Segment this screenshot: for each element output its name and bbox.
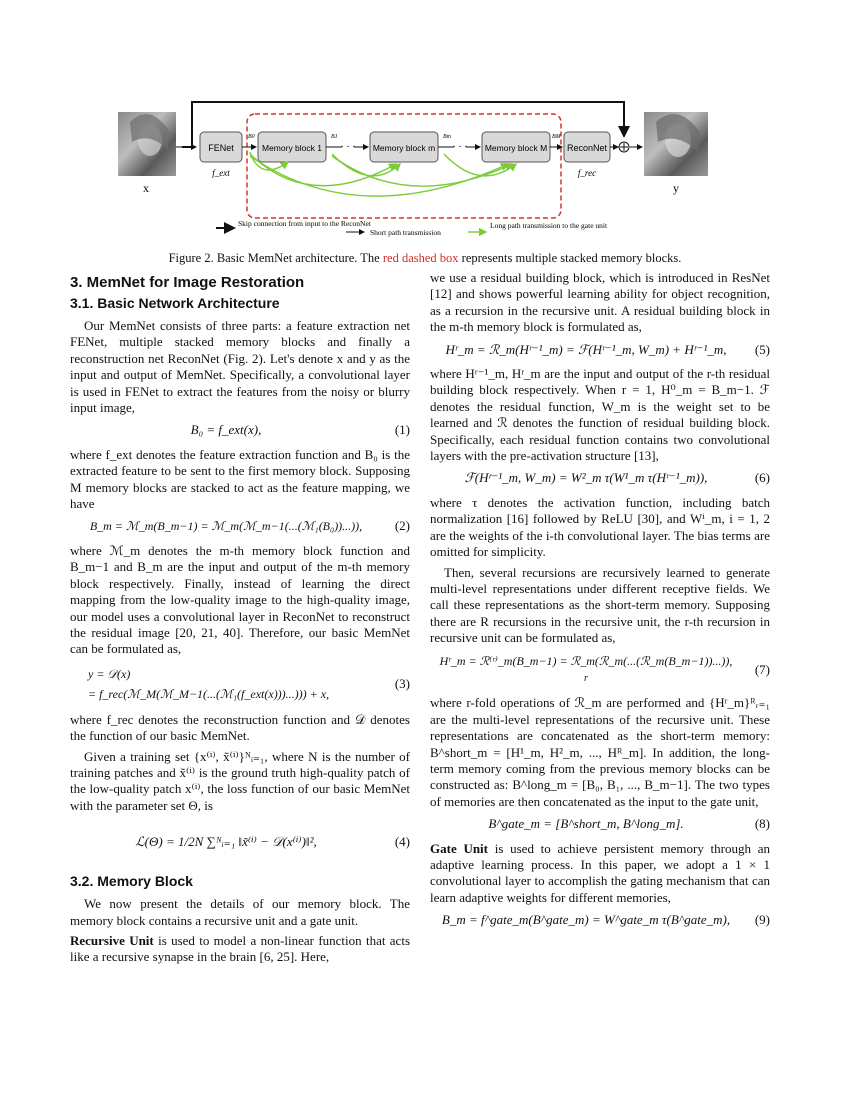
subsection-heading-2: 3.2. Memory Block	[70, 873, 193, 890]
ellipsis-1: · · ·	[340, 142, 356, 153]
subsection-heading-1: 3.1. Basic Network Architecture	[70, 295, 280, 311]
equation-8: B^gate_m = [B^short_m, B^long_m]. (8)	[488, 816, 770, 832]
ellipsis-2: · · ·	[452, 142, 468, 153]
equation-1: B₀ = f_ext(x), (1)	[190, 422, 410, 438]
legend-short: Short path transmission	[370, 228, 441, 237]
memory-block-M	[482, 132, 550, 162]
equation-2: B_m = ℳ_m(B_m−1) = ℳ_m(ℳ_m−1(...(ℳ₁(B₀))...)), (2)	[89, 518, 410, 534]
paragraph: We now present the details of our memory block. The memory block contains a recursive unit and a gate unit.	[70, 896, 410, 928]
equation-3: y = 𝒟(x) = f_rec(ℳ_M(ℳ_M−1(...(ℳ₁(f_ext(x)))...))) + x, (3)	[88, 666, 410, 701]
figure-caption: Figure 2. Basic MemNet architecture. The red dashed box represents multiple stacked memory blocks.	[168, 251, 682, 265]
caption-red-text: red dashed box	[382, 251, 459, 265]
bM-label: BM	[552, 134, 561, 140]
svg-text:Memory block 1: Memory block 1	[262, 143, 322, 153]
paragraph: Then, several recursions are recursively learned to generate multi-level representations under different receptive fields. We call these representations as the short-term memory. Supposing there are R recursions in the recursive unit, the r-th recursion in recursive unit can be formulated as,	[430, 564, 770, 646]
equation-9: B_m = f^gate_m(B^gate_m) = W^gate_m τ(B^gate_m), (9)	[441, 912, 770, 928]
svg-text:ReconNet: ReconNet	[566, 143, 608, 153]
paragraph: where ℳ_m denotes the m-th memory block function and B_m−1 and B_m are the input and output of the m-th memory block respectively. Finally, instead of learning the direct mapping from the low-quality image to the high-quality image, our model uses a convolutional layer in ReconNet to reconstruct the residual image [20, 21, 40]. Therefore, our basic MemNet can be formulated as,	[70, 542, 410, 657]
svg-text:Memory block m: Memory block m	[372, 143, 436, 153]
output-image	[644, 112, 708, 176]
paragraph: Given a training set {x⁽ⁱ⁾, x̃⁽ⁱ⁾}ᴺᵢ₌₁, where N is the number of training patches and x̃⁽ⁱ⁾ is the ground truth high-quality patch of the low-quality patch x⁽ⁱ⁾, the loss function of our basic MemNet with the parameter set Θ, is	[70, 748, 410, 813]
paragraph: Gate Unit is used to achieve persistent memory through an adaptive learning process. In this paper, we adopt a 1 × 1 convolutional layer to accomplish the gating mechanism that can learn adaptive weights for different memories,	[430, 840, 770, 905]
output-label: y	[673, 181, 679, 195]
left-column	[70, 270, 410, 970]
legend-skip: Skip connection from input to the ReconNet	[238, 219, 371, 228]
memory-block-1	[258, 132, 326, 162]
fenet-block	[200, 132, 242, 162]
paragraph: where τ denotes the activation function, including batch normalization [16] followed by ReLU [30], and Wⁱ_m, i = 1, 2 are the weights of the i-th convolutional layer. The bias terms are omitted for simplicity.	[430, 494, 770, 560]
b0-label: B0	[248, 134, 255, 140]
svg-text:Memory block M: Memory block M	[484, 143, 548, 153]
input-image	[118, 112, 176, 176]
equation-6: ℱ(Hʳ⁻¹_m, W_m) = W²_m τ(W¹_m τ(Hʳ⁻¹_m)), (6)	[464, 470, 770, 486]
paragraph: where f_rec denotes the reconstruction function and 𝒟 denotes the function of our basic MemNet.	[70, 711, 410, 744]
paragraph: where r-fold operations of ℛ_m are performed and {Hʳ_m}ᴿᵣ₌₁ are the multi-level representations of the recursive unit. These representations are concatenated as the short-term memory: B^short_m = [H¹_m, H²_m, ..., Hᴿ_m]. In addition, the long-term memory coming from the previous memory blocks can be constructed as: B^long_m = [B₀, B₁, ..., B_m−1]. The two types of memories are then concatenated as the input to the gate unit,	[430, 695, 770, 809]
memory-block-m	[370, 132, 438, 162]
frec-label: f_rec	[577, 168, 597, 178]
right-column	[430, 270, 770, 937]
fext-label: f_ext	[212, 168, 230, 178]
bm-label: Bm	[443, 134, 451, 140]
memnet-architecture-figure	[110, 92, 720, 252]
svg-text:FENet: FENet	[208, 143, 234, 153]
paragraph: where f_ext denotes the feature extraction function and B₀ is the extracted feature to be sent to the first memory block. Supposing M memory blocks are stacked to act as the feature mapping, we have	[70, 446, 410, 512]
equation-5: Hʳ_m = ℛ_m(Hʳ⁻¹_m) = ℱ(Hʳ⁻¹_m, W_m) + Hʳ⁻¹_m, (5)	[445, 341, 770, 357]
paragraph: Our MemNet consists of three parts: a feature extraction net FENet, multiple stacked memory blocks and finally a reconstruction net ReconNet (Fig. 2). Let's denote x and y as the input and output of MemNet. Specifically, a convolutional layer is used in FENet to extract the features from the noisy or blurry input image,	[70, 318, 410, 416]
reconnet-block	[564, 132, 610, 162]
b1-label: B1	[331, 134, 338, 140]
paragraph: where Hʳ⁻¹_m, Hʳ_m are the input and output of the r-th residual building block respectively. When r = 1, H⁰_m = B_m−1. ℱ denotes the residual function, W_m is the weight set to be learned and ℛ denotes the function of residual building block. Specifically, each residual function contains two convolutional layers with the pre-activation structure [13],	[430, 366, 770, 464]
sum-node	[619, 142, 629, 152]
equation-7: Hʳ_m = ℛ⁽ʳ⁾_m(B_m−1) = ℛ_m(ℛ_m(...(ℛ_m(B_m−1))...)), r (7)	[439, 653, 770, 684]
legend-long: Long path transmission to the gate unit	[490, 221, 608, 230]
legend	[216, 219, 608, 237]
equation-4: ℒ(Θ) = 1/2N ∑ᴺᵢ₌₁ ‖x̃⁽ⁱ⁾ − 𝒟(x⁽ⁱ⁾)‖², (4)	[135, 833, 410, 849]
input-label: x	[143, 181, 149, 195]
paragraph: we use a residual building block, which is introduced in ResNet [12] and shows powerful learning ability for object recognition, as a recursion in the recursive unit. A residual building block in the m-th memory block is formulated as,	[430, 270, 770, 335]
section-heading: 3. MemNet for Image Restoration	[70, 274, 305, 291]
paragraph: Recursive Unit is used to model a non-linear function that acts like a recursive synapse in the brain [6, 25]. Here,	[70, 932, 411, 965]
